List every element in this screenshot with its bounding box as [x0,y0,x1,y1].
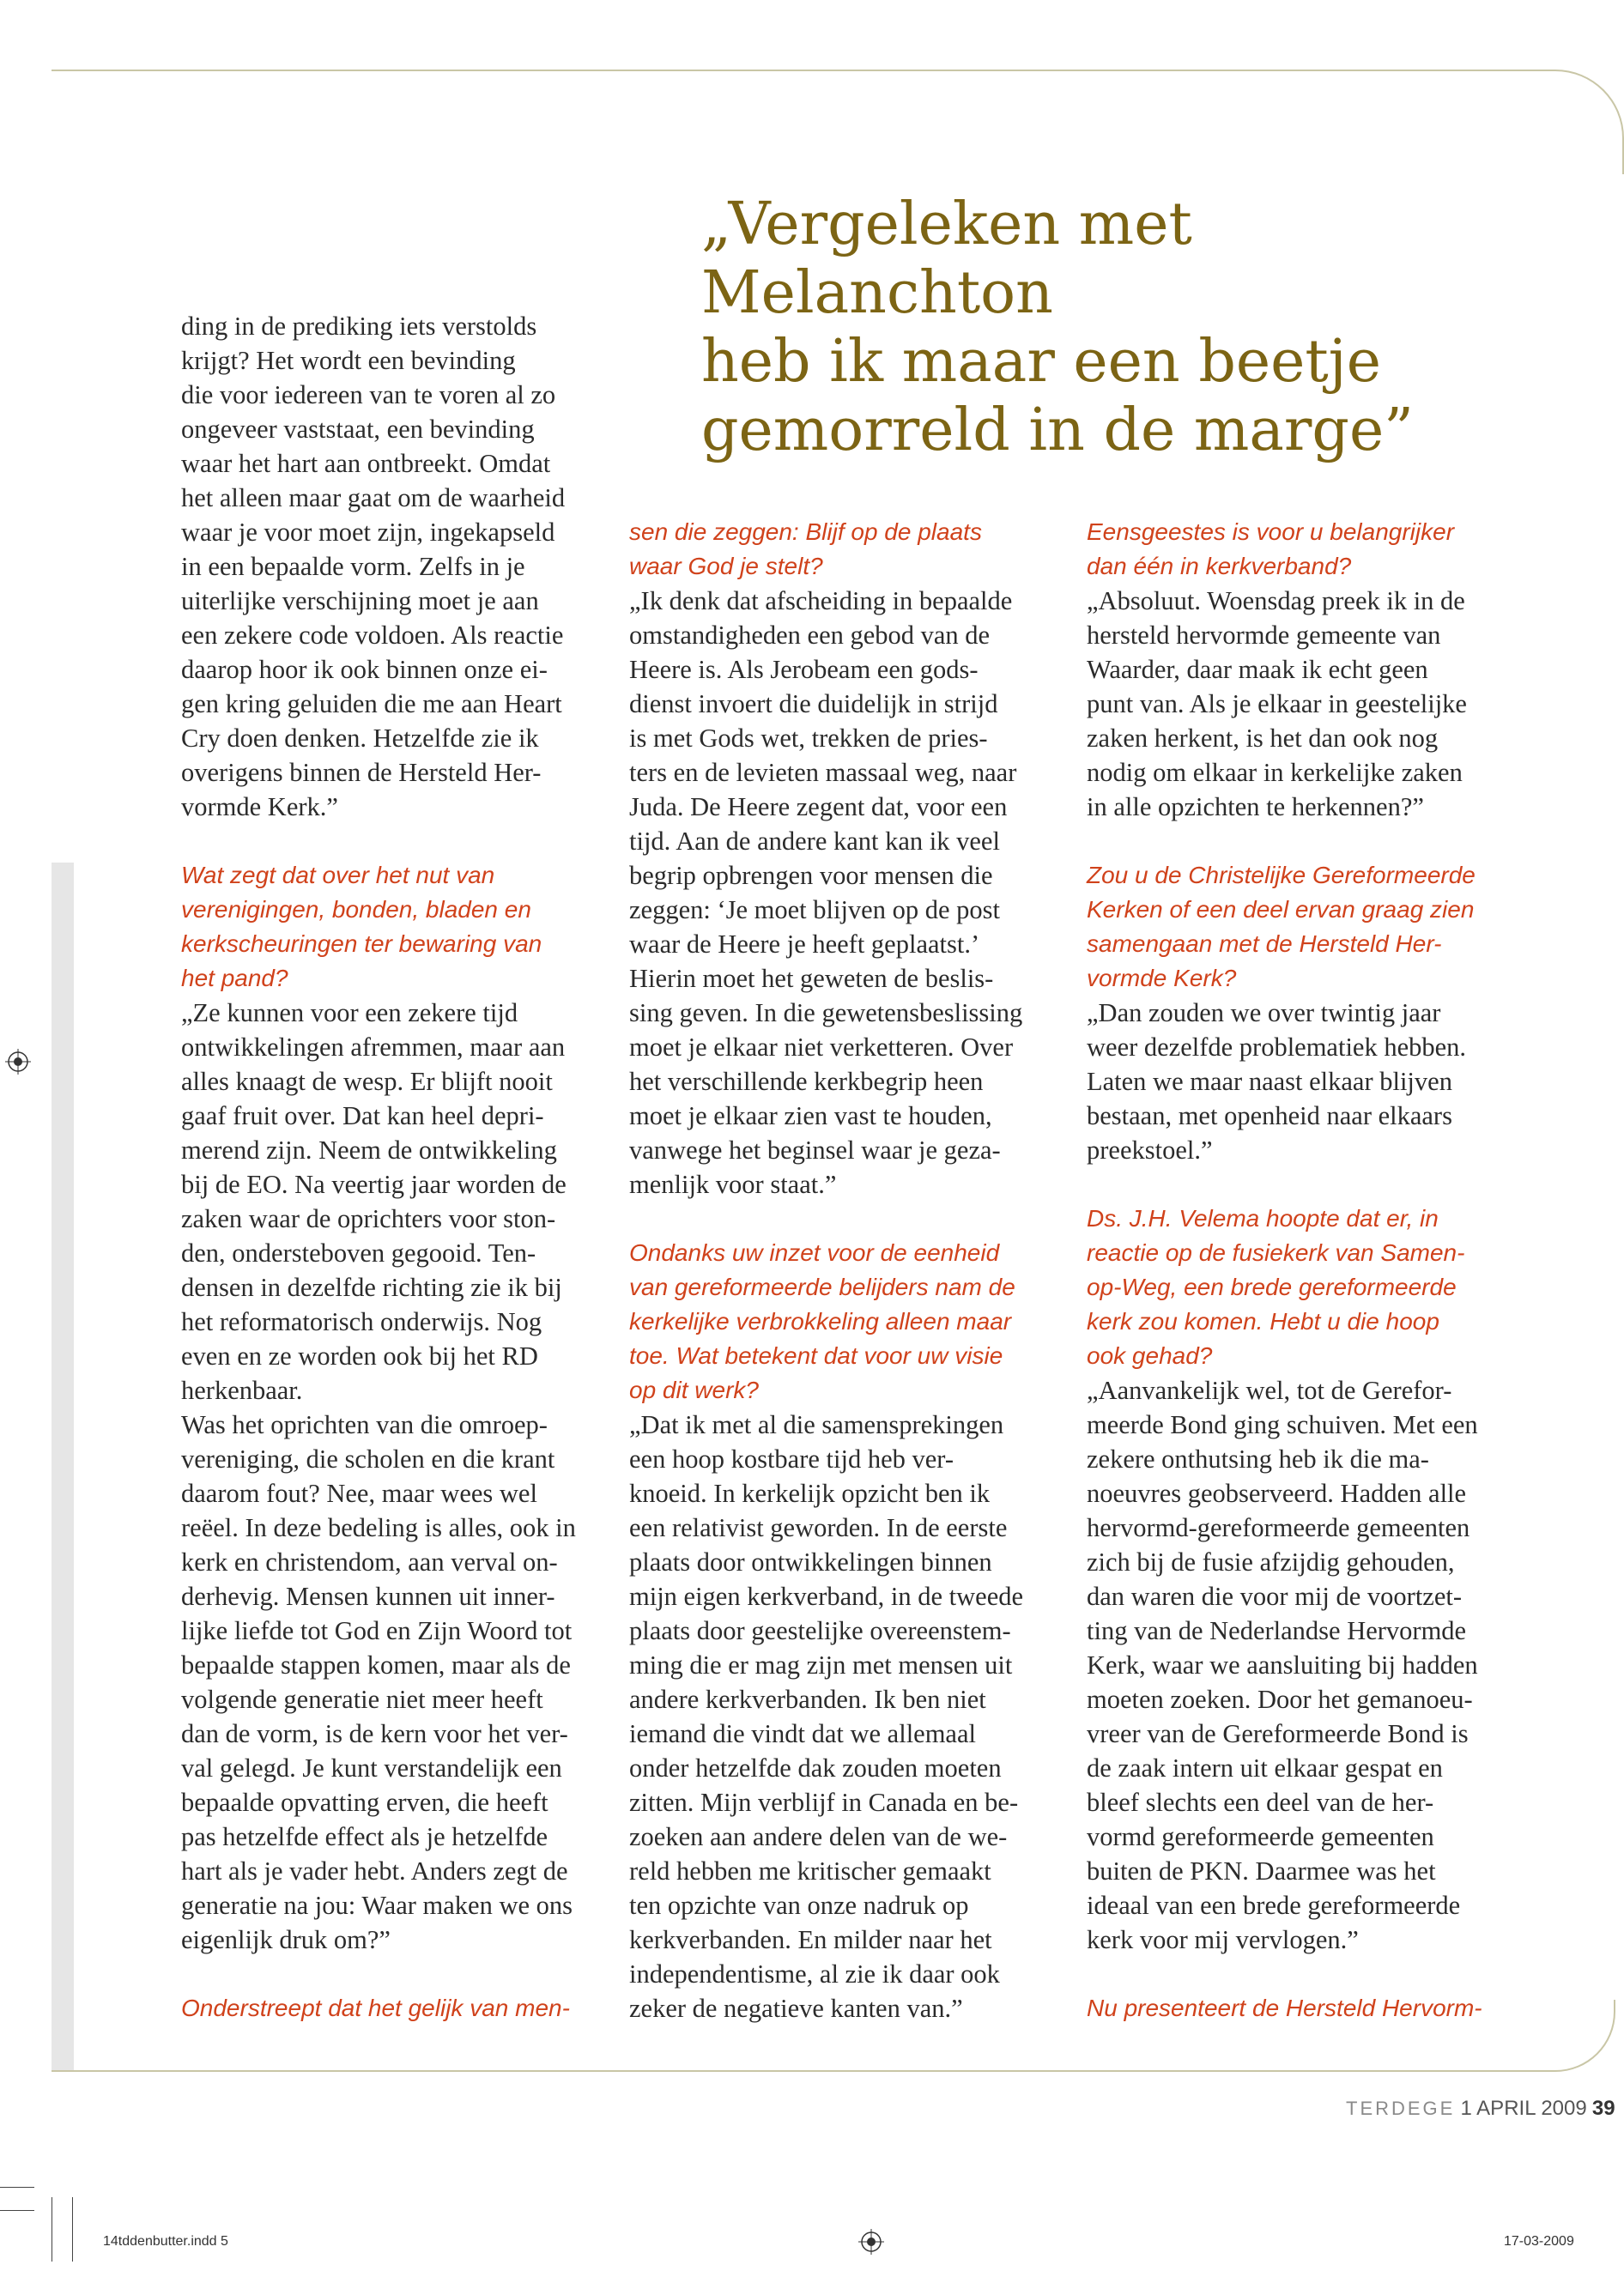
question [181,858,576,996]
text-line: een relativist geworden. In de eerste [629,1513,1008,1542]
issue-date: 1 APRIL 2009 [1460,2097,1587,2120]
text-line: kerk voor mij vervlogen.” [1087,1925,1359,1954]
text-line: „Aanvankelijk wel, tot de Gerefor- [1087,1376,1452,1405]
question-line: reactie op de fusiekerk van Samen- [1087,1239,1465,1266]
question-line: Ondanks uw inzet voor de eenheid [629,1239,1000,1266]
question-line: kerkelijke verbrokkeling alleen maar [629,1308,1012,1335]
paragraph [629,584,1023,1202]
text-line: Juda. De Heere zegent dat, voor een [629,792,1008,821]
page-footer [1346,2097,1615,2121]
text-line: hart als je vader hebt. Anders zegt de [181,1856,568,1886]
text-line: merend zijn. Neem de ontwikkeling [181,1135,557,1165]
text-line: zitten. Mijn verblijf in Canada en be- [629,1788,1019,1817]
text-line: waar het hart aan ontbreekt. Omdat [181,449,551,478]
text-line: Cry doen denken. Hetzelfde zie ik [181,724,539,753]
frame-top-rule [52,70,1545,71]
text-line: menlijk voor staat.” [629,1170,837,1199]
text-line: gen kring geluiden die me aan Heart [181,689,562,718]
text-line: waar de Heere je heeft geplaatst.’ [629,930,980,959]
pull-quote [701,191,1525,465]
text-line: even en ze worden ook bij het RD [181,1341,538,1371]
text-line: hersteld hervormde gemeente van [1087,621,1441,650]
text-line: herkenbaar. [181,1376,303,1405]
frame-bottom-rule [52,2070,1545,2072]
question-line: samengaan met de Hersteld Her- [1087,930,1442,957]
question-line: Eensgeestes is voor u belangrijker [1087,518,1455,545]
text-line: een hoop kostbare tijd heb ver- [629,1444,954,1474]
frame-bottom-corner [1511,2000,1615,2072]
text-line: hervormd-gereformeerde gemeenten [1087,1513,1470,1542]
text-line: den, ondersteboven gegooid. Ten- [181,1238,536,1268]
text-line: buiten de PKN. Daarmee was het [1087,1856,1436,1886]
text-line: uiterlijke verschijning moet je aan [181,586,539,615]
text-line: vormd gereformeerde gemeenten [1087,1822,1434,1851]
text-line: volgende generatie niet meer heeft [181,1685,543,1714]
text-line: independentisme, al zie ik daar ook [629,1959,1000,1989]
text-line: zeker de negatieve kanten van.” [629,1994,963,2023]
question-line: kerk zou komen. Hebt u die hoop [1087,1308,1439,1335]
question [1087,858,1482,996]
question [1087,515,1482,584]
print-slug-date: 17-03-2009 [1504,2234,1574,2249]
text-line: meerde Bond ging schuiven. Met een [1087,1410,1478,1439]
text-line: mijn eigen kerkverband, in de tweede [629,1582,1024,1611]
text-line: „Ze kunnen voor een zekere tijd [181,998,518,1027]
text-line: zeggen: ‘Je moet blijven op de post [629,895,1000,924]
text-line: zaken herkent, is het dan ook nog [1087,724,1439,753]
text-line: generatie na jou: Waar maken we ons [181,1891,573,1920]
text-line: tijd. Aan de andere kant kan ik veel [629,827,1000,856]
text-line: ting van de Nederlandse Hervormde [1087,1616,1467,1645]
question-line: Nu presenteert de Hersteld Hervorm- [1087,1995,1482,2021]
text-line: val gelegd. Je kunt verstandelijk een [181,1753,562,1783]
text-line: overigens binnen de Hersteld Her- [181,758,542,787]
text-line: vormde Kerk.” [181,792,338,821]
text-line: „Dan zouden we over twintig jaar [1087,998,1441,1027]
question-line: verenigingen, bonden, bladen en [181,896,531,923]
text-line: Kerk, waar we aansluiting bij hadden [1087,1650,1478,1680]
question-line: ook gehad? [1087,1342,1213,1369]
text-line: onder hetzelfde dak zouden moeten [629,1753,1002,1783]
text-line: alles knaagt de wesp. Er blijft nooit [181,1067,553,1096]
magazine-name: TERDEGE [1346,2098,1456,2119]
question-line: toe. Wat betekent dat voor uw visie [629,1342,1003,1369]
text-line: vreer van de Gereformeerde Bond is [1087,1719,1469,1748]
crop-mark [0,2210,34,2211]
text-line: daarom fout? Nee, maar wees wel [181,1479,537,1508]
text-line: noeuvres geobserveerd. Hadden alle [1087,1479,1467,1508]
text-line: weer dezelfde problematiek hebben. [1087,1032,1467,1062]
question-line: Zou u de Christelijke Gereformeerde [1087,862,1476,888]
question [629,1236,1023,1408]
question-line: dan één in kerkverband? [1087,553,1352,579]
text-line: eigenlijk druk om?” [181,1925,391,1954]
text-line: preekstoel.” [1087,1135,1213,1165]
question-line: Ds. J.H. Velema hoopte dat er, in [1087,1205,1439,1232]
text-line: ding in de prediking iets verstolds [181,312,537,341]
text-line: zekere onthutsing heb ik die ma- [1087,1444,1429,1474]
text-line: het reformatorisch onderwijs. Nog [181,1307,542,1336]
text-line: begrip opbrengen voor mensen die [629,861,993,890]
text-line: „Dat ik met al die samensprekingen [629,1410,1004,1439]
paragraph [1087,996,1482,1167]
paragraph [629,1408,1023,2026]
pull-quote-line: gemorreld in de marge” [701,397,1414,464]
question-line: op-Weg, een brede gereformeerde [1087,1274,1457,1300]
text-line: punt van. Als je elkaar in geestelijke [1087,689,1467,718]
text-line: waar je voor moet zijn, ingekapseld [181,518,555,547]
question-line: van gereformeerde belijders nam de [629,1274,1015,1300]
text-line: plaats door geestelijke overeenstem- [629,1616,1011,1645]
text-line: Waarder, daar maak ik echt geen [1087,655,1428,684]
question [1087,1202,1482,1373]
text-line: kerk en christendom, aan verval on- [181,1547,558,1577]
text-line: het alleen maar gaat om de waarheid [181,483,566,512]
paragraph [1087,584,1482,824]
text-line: bij de EO. Na veertig jaar worden de [181,1170,567,1199]
text-line: ten opzichte van onze nadruk op [629,1891,969,1920]
text-line: bestaan, met openheid naar elkaars [1087,1101,1452,1130]
text-line: Hierin moet het geweten de beslis- [629,964,994,993]
text-line: derhevig. Mensen kunnen uit inner- [181,1582,555,1611]
text-line: reëel. In deze bedeling is alles, ook in [181,1513,576,1542]
question-line: Kerken of een deel ervan graag zien [1087,896,1475,923]
question-line: vormde Kerk? [1087,965,1237,991]
text-line: dan waren die voor mij de voortzet- [1087,1582,1463,1611]
text-line: een zekere code voldoen. Als reactie [181,621,564,650]
text-line: bepaalde stappen komen, maar als de [181,1650,571,1680]
question-line: sen die zeggen: Blijf op de plaats [629,518,982,545]
text-line: vanwege het beginsel waar je geza- [629,1135,1001,1165]
paragraph [1087,1373,1482,1957]
text-line: moeten zoeken. Door het gemanoeu- [1087,1685,1473,1714]
text-line: in alle opzichten te herkennen?” [1087,792,1424,821]
question-line: op dit werk? [629,1377,759,1403]
text-line: moet je elkaar niet verketteren. Over [629,1032,1014,1062]
text-line: sing geven. In die gewetensbeslissing [629,998,1023,1027]
registration-mark-icon [858,2229,884,2255]
text-line: moet je elkaar zien vast te houden, [629,1101,992,1130]
text-line: ongeveer vaststaat, een bevinding [181,415,535,444]
page-number: 39 [1591,2097,1615,2120]
text-line: zaken waar de oprichters voor ston- [181,1204,556,1233]
text-line: het verschillende kerkbegrip heen [629,1067,984,1096]
text-line: andere kerkverbanden. Ik ben niet [629,1685,986,1714]
text-line: „Ik denk dat afscheiding in bepaalde [629,586,1013,615]
text-line: krijgt? Het wordt een bevinding [181,346,516,375]
text-line: de zaak intern uit elkaar gespat en [1087,1753,1443,1783]
text-line: gaaf fruit over. Dat kan heel depri- [181,1101,544,1130]
text-line: vereniging, die scholen en die krant [181,1444,555,1474]
registration-mark-icon [5,1049,31,1075]
pull-quote-line: „Vergeleken met Melanchton [701,191,1192,327]
question [629,515,1023,584]
text-line: bleef slechts een deel van de her- [1087,1788,1434,1817]
frame-top-corner [1519,70,1624,174]
text-line: ming die er mag zijn met mensen uit [629,1650,1013,1680]
text-line: die voor iedereen van te voren al zo [181,380,556,409]
text-line: pas hetzelfde effect als je hetzelfde [181,1822,548,1851]
column-3 [1087,515,1482,2026]
text-line: Heere is. Als Jerobeam een gods- [629,655,979,684]
text-line: iemand die vindt dat we allemaal [629,1719,976,1748]
text-line: daarop hoor ik ook binnen onze ei- [181,655,548,684]
text-line: omstandigheden een gebod van de [629,621,991,650]
paragraph [181,996,576,1957]
pull-quote-line: heb ik maar een beetje [701,328,1381,396]
question [181,1991,576,2026]
text-line: dienst invoert die duidelijk in strijd [629,689,998,718]
crop-mark [0,2187,34,2188]
question-line: Onderstreept dat het gelijk van men- [181,1995,570,2021]
paragraph [181,309,576,824]
text-line: Was het oprichten van die omroep- [181,1410,548,1439]
text-line: zoeken aan andere delen van de we- [629,1822,1008,1851]
text-line: densen in dezelfde richting zie ik bij [181,1273,562,1302]
text-line: nodig om elkaar in kerkelijke zaken [1087,758,1463,787]
question-line: kerkscheuringen ter bewaring van [181,930,542,957]
text-line: ters en de levieten massaal weg, naar [629,758,1017,787]
question-line: het pand? [181,965,288,991]
text-line: knoeid. In kerkelijk opzicht ben ik [629,1479,991,1508]
text-line: in een bepaalde vorm. Zelfs in je [181,552,525,581]
text-line: ideaal van een brede gereformeerde [1087,1891,1461,1920]
column-1 [181,309,576,2026]
question-line: Wat zegt dat over het nut van [181,862,495,888]
text-line: „Absoluut. Woensdag preek ik in de [1087,586,1465,615]
text-line: bepaalde opvatting erven, die heeft [181,1788,548,1817]
text-line: lijke liefde tot God en Zijn Woord tot [181,1616,573,1645]
text-line: Laten we maar naast elkaar blijven [1087,1067,1452,1096]
text-line: is met Gods wet, trekken de pries- [629,724,988,753]
text-line: kerkverbanden. En milder naar het [629,1925,992,1954]
side-band [52,863,74,2070]
question-line: waar God je stelt? [629,553,823,579]
text-line: zich bij de fusie afzijdig gehouden, [1087,1547,1455,1577]
crop-mark [72,2197,73,2262]
column-2 [629,515,1023,2026]
text-line: dan de vorm, is de kern voor het ver- [181,1719,568,1748]
text-line: ontwikkelingen afremmen, maar aan [181,1032,566,1062]
print-slug-filename: 14tddenbutter.indd 5 [103,2234,228,2249]
question [1087,1991,1482,2026]
text-line: reld hebben me kritischer gemaakt [629,1856,991,1886]
text-line: plaats door ontwikkelingen binnen [629,1547,992,1577]
